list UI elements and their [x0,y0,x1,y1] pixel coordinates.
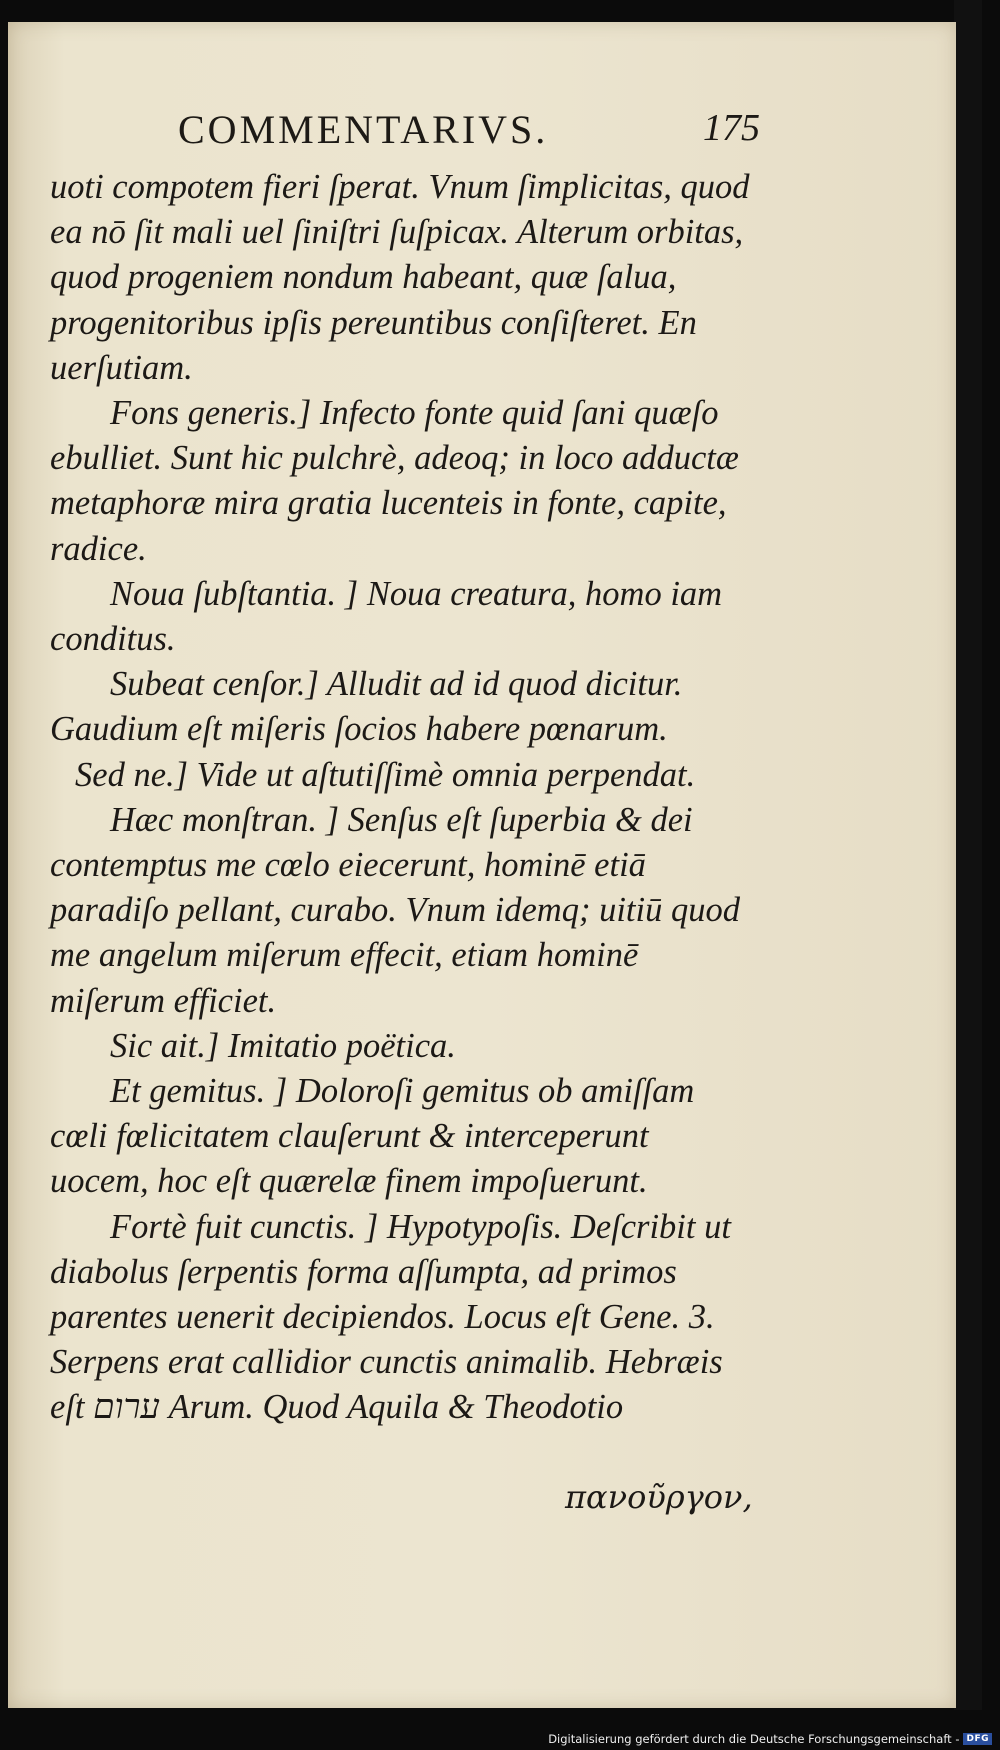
page-number: 175 [703,107,760,149]
paragraph-fons-generis: Fons generis.] Infecto fonte quid ſani quæſo ebulliet. Sunt hic pulchrè, adeoq; in loco adductæ metaphoræ mira gratia lucenteis in fonte, capite, radice. [50,394,739,568]
paragraph-haec-monstran: Hæc monſtran. ] Senſus eſt ſuperbia & dei contemptus me cœlo eiecerunt, hominē etiā paradiſo pellant, curabo. Vnum idemq; uitiū quod me angelum miſerum effecit, etiam hominē miſerum efficiet. [50,800,740,1020]
book-edge [954,0,982,1710]
paragraph-forte-fuit: Fortè fuit cunctis. ] Hypotypoſis. Deſcribit ut diabolus ſerpentis forma aſſumpta, ad primos parentes uenerit decipiendos. Locus eſt Gene. 3. Serpens erat callidior cunctis animalib. Hebræis eſt ערום Arum. Quod Aquila & Theodotio [50,1207,731,1427]
paragraph-subeat-censor: Subeat cenſor.] Alludit ad id quod dicitur. Gaudium eſt miſeris ſocios habere pœnarum. [50,665,683,749]
text-block [50,165,750,1431]
credit-text: Digitalisierung gefördert durch die Deutsche Forschungsgemeinschaft - [548,1732,960,1746]
paragraph-noua-substantia: Noua ſubſtantia. ] Noua creatura, homo iam conditus. [50,574,723,659]
catchword: πανοῦργον, [565,1478,753,1516]
digitization-credit [548,1732,992,1746]
dfg-logo: DFG [963,1733,992,1745]
paragraph-sed-ne: Sed ne.] Vide ut aſtutiſſimè omnia perpendat. [75,755,696,794]
paragraph-et-gemitus: Et gemitus. ] Doloroſi gemitus ob amiſſam cœli fœlicitatem clauſerunt & interceperunt uocem, hoc eſt quærelæ finem impoſuerunt. [50,1072,695,1201]
running-head: COMMENTARIVS. [178,107,549,152]
paragraph-sic-ait: Sic ait.] Imitatio poëtica. [110,1026,456,1065]
paragraph-1: uoti compotem fieri ſperat. Vnum ſimplicitas, quod ea nō ſit mali uel ſiniſtri ſuſpicax. Alterum orbitas, quod progeniem nondum habeant, quæ ſalua, progenitoribus ipſis pereuntibus conſiſteret. En uerſutiam. [50,168,750,387]
